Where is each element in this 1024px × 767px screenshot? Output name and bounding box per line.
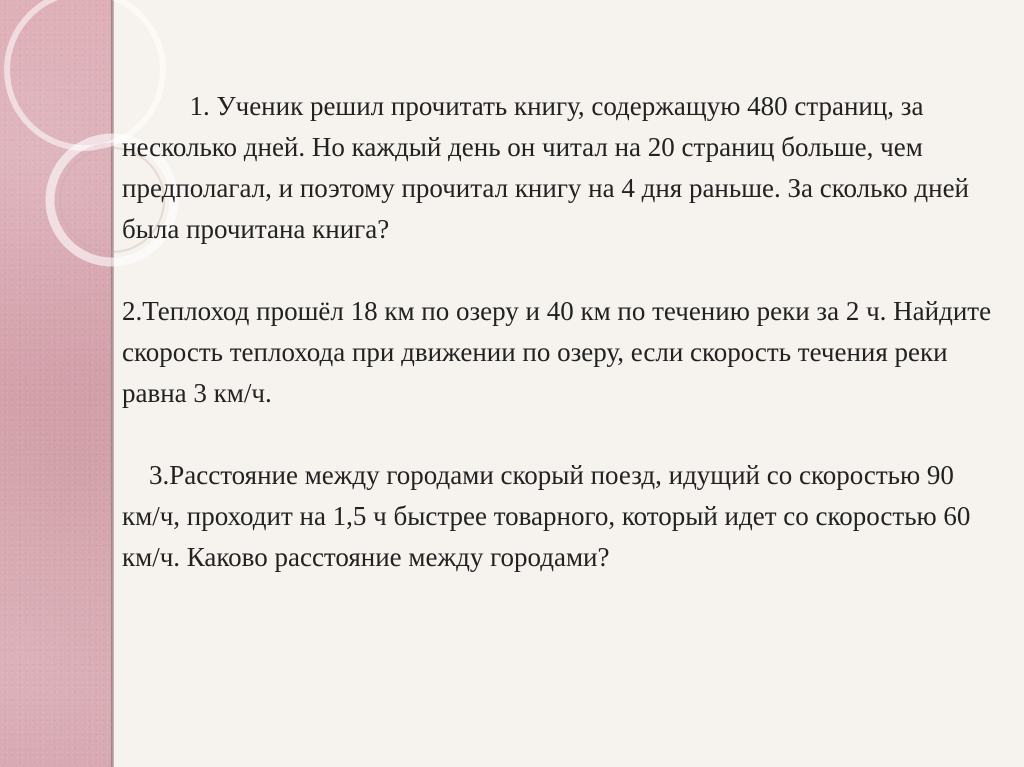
problem-1 (122, 86, 992, 250)
sidebar-divider (111, 0, 114, 767)
spacer (122, 250, 992, 291)
slide-content (122, 86, 992, 578)
spacer (122, 414, 992, 455)
sidebar-texture (0, 0, 111, 767)
decorative-sidebar (0, 0, 111, 767)
problem-1-indent (122, 91, 190, 121)
problem-2 (122, 291, 992, 414)
problem-3 (122, 455, 992, 578)
problem-3-indent (122, 460, 149, 490)
problem-1-text: 1. Ученик решил прочитать книгу, содержащую 480 страниц, за несколько дней. Но каждый день он читал на 20 страниц больше, чем предполагал, и поэтому прочитал книгу на 4 дня раньше. За сколько дней была прочитана книга? (122, 91, 970, 244)
problem-3-text: 3.Расстояние между городами скорый поезд, идущий со скоростью 90 км/ч, проходит на 1,5 ч быстрее товарного, который идет со скоростью 60 км/ч. Каково расстояние между городами? (122, 460, 971, 572)
problem-2-text: 2.Теплоход прошёл 18 км по озеру и 40 км по течению реки за 2 ч. Найдите скорость теплохода при движении по озеру, если скорость течения реки равна 3 км/ч. (122, 296, 992, 408)
